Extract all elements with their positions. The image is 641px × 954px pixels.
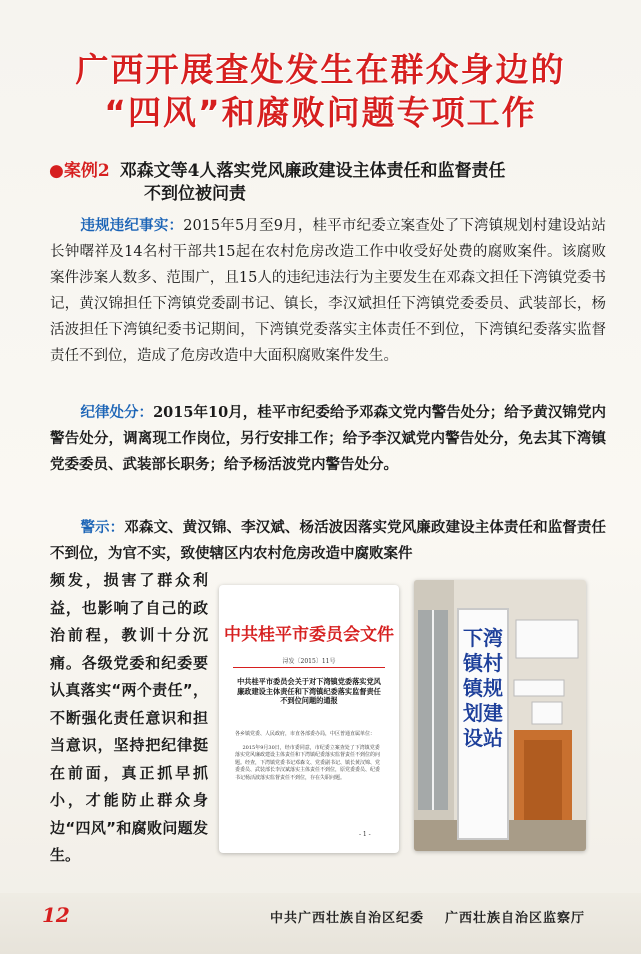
office-sign-board [457, 608, 509, 840]
page-title-line2: “四风”和腐败问题专项工作 [104, 93, 537, 132]
document-divider [233, 667, 385, 668]
page-title-line1: 广西开展查处发生在群众身边的 [75, 50, 566, 89]
discipline-text: 2015年10月，桂平市纪委给予邓森文党内警告处分；给予黄汉锦党内警告处分，调离现工作岗位，另行安排工作；给予李汉斌党内警告处分，免去其下湾镇党委委员、武装部长职务；给予杨活波党内警告处分。 [50, 404, 606, 473]
page-number: 12 [42, 903, 70, 927]
warning-lead-text: 邓森文、黄汉锦、李汉斌、杨活波因落实党风廉政建设主体责任和监督责任不到位，为官不实，致使辖区内农村危房改造中腐败案件 [50, 520, 607, 562]
discipline-label: 纪律处分： [80, 404, 154, 421]
document-heading: 中共桂平市委员会文件 [224, 625, 394, 645]
office-photo [414, 580, 586, 851]
bullet-icon: ● [49, 161, 64, 181]
warning-continued-text: 频发，损害了群众利益，也影响了自己的政治前程，教训十分沉痛。各级党委和纪委要认真落实“两个责任”，不断强化责任意识和担当意识，坚持把纪律挺在前面，真正抓早抓小，才能防止群众身边“四风”和腐败问题发生。 [50, 571, 208, 864]
document-recipients: 各乡镇党委、人民政府，市直各部委办局，中区普通直属单位： [235, 731, 376, 737]
document-image [219, 585, 399, 853]
case-title-line1: 邓森文等4人落实党风廉政建设主体责任和监督责任 [119, 161, 506, 181]
document-body: 2015年9月30日，经市委同意，市纪委立案查处了下湾镇党委落实党风廉政建设主体责任和下湾镇纪委落实监督责任不到位的问题。经查，下湾镇党委书记邓森文、党委副书记、镇长黄汉锦、党委委员、武装部长李汉斌落实主体责任不到位，原党委委员、纪委书记杨活波落实监督责任不到位，存在失职问题。 [235, 745, 381, 781]
warning-label: 警示： [80, 520, 125, 536]
discipline-paragraph [50, 400, 606, 478]
case-title-line2: 不到位被问责 [144, 184, 246, 204]
footer-org-commission: 中共广西壮族自治区纪委 [270, 911, 425, 926]
case-heading [49, 160, 609, 206]
facts-text: 2015年5月至9月，桂平市纪委立案查处了下湾镇规划村建设站站长钟曙祥及14名村干部共15起在农村危房改造工作中收受好处费的腐败案件。该腐败案件涉案人数多、范围广，且15人的违纪违法行为主要发生在邓森文担任下湾镇党委书记，黄汉锦担任下湾镇党委副书记、镇长，李汉斌担任下湾镇党委委员、武装部长，杨活波担任下湾镇纪委书记期间，下湾镇党委落实主体责任不到位，下湾镇纪委落实监督责任不到位，造成了危房改造中大面积腐败案件发生。 [50, 218, 606, 364]
document-number: 浔发〔2015〕11号 [282, 658, 336, 665]
document-title: 中共桂平市委员会关于对下湾镇党委落实党风廉政建设主体责任和下湾镇纪委落实监督责任不到位问题的通报 [237, 677, 381, 705]
office-sign-text: 下湾镇村镇规划建设站 [463, 626, 503, 750]
warning-paragraph [50, 515, 606, 567]
facts-label: 违规违纪事实： [80, 217, 184, 234]
document-page-number: - 1 - [359, 831, 371, 838]
case-label: 案例2 [63, 161, 110, 181]
facts-paragraph [50, 213, 606, 369]
page-header [0, 0, 641, 150]
footer-org-supervision: 广西壮族自治区监察厅 [445, 911, 586, 926]
